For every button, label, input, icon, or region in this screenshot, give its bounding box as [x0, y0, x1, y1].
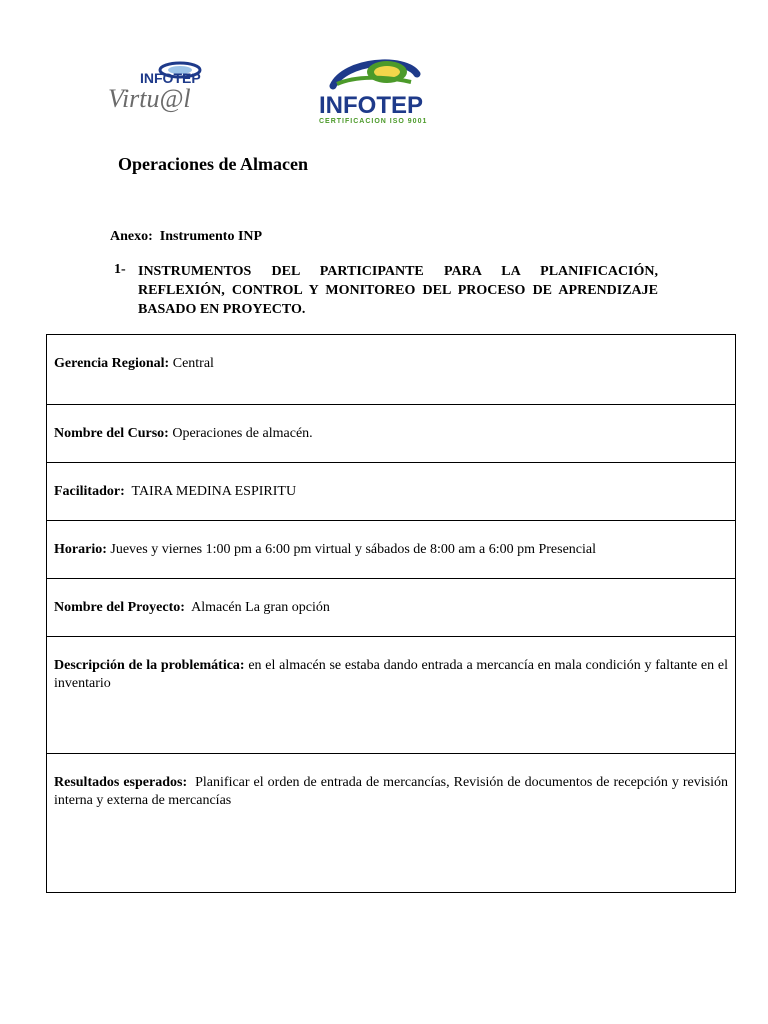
info-table: [46, 334, 736, 893]
table-row-resultados: [47, 754, 736, 893]
logo-tagline-text: CERTIFICACION ISO 9001: [319, 118, 428, 125]
field-value: Planificar el orden de entrada de mercancías, Revisión de documentos de recepción y revisión interna y externa de mercancías: [54, 775, 732, 808]
anexo-label: Anexo: Instrumento INP: [110, 229, 263, 244]
field-value: Almacén La gran opción: [184, 600, 330, 615]
field-value: Operaciones de almacén.: [168, 426, 313, 441]
item-number: 1-: [114, 262, 126, 277]
field-value: Central: [169, 356, 214, 371]
field-value: en el almacén se estaba dando entrada a mercancía en mala condición y faltante en el inventario: [54, 658, 732, 691]
table-row-facilitador: [47, 463, 736, 521]
table-row-problematica: [47, 637, 736, 754]
table-cell: [47, 754, 736, 893]
field-label: Resultados esperados:: [54, 775, 188, 790]
infotep-logo: [315, 54, 437, 130]
table-cell: [47, 637, 736, 754]
field-value: Jueves y viernes 1:00 pm a 6:00 pm virtual y sábados de 8:00 am a 6:00 pm Presencial: [106, 542, 596, 557]
table-row-curso: [47, 405, 736, 463]
field-value: TAIRA MEDINA ESPIRITU: [124, 484, 297, 499]
field-label: Descripción de la problemática:: [54, 658, 245, 673]
field-label: Nombre del Curso:: [54, 426, 169, 441]
table-cell: [47, 335, 736, 405]
field-label: Facilitador:: [54, 484, 125, 499]
table-cell: [47, 579, 736, 637]
table-row-proyecto: [47, 579, 736, 637]
table-row-gerencia: [47, 335, 736, 405]
page-title: Operaciones de Almacen: [118, 154, 308, 174]
field-label: Gerencia Regional:: [54, 356, 170, 371]
logo-virtual-bottom-text: Virtu@l: [108, 84, 191, 113]
logo-main-text: INFOTEP: [319, 92, 424, 119]
field-label: Nombre del Proyecto:: [54, 600, 185, 615]
numbered-item: [114, 262, 658, 319]
table-row-horario: [47, 521, 736, 579]
logo-virtual-top-text: INFOTEP: [140, 70, 201, 86]
item-text: INSTRUMENTOS DEL PARTICIPANTE PARA LA PLANIFICACIÓN, REFLEXIÓN, CONTROL Y MONITOREO DEL PROCESO DE APRENDIZAJE BASADO EN PROYECTO.: [138, 264, 658, 317]
table-cell: [47, 521, 736, 579]
infotep-virtual-logo: [106, 58, 222, 120]
table-cell: [47, 405, 736, 463]
field-label: Horario:: [54, 542, 107, 557]
table-cell: [47, 463, 736, 521]
